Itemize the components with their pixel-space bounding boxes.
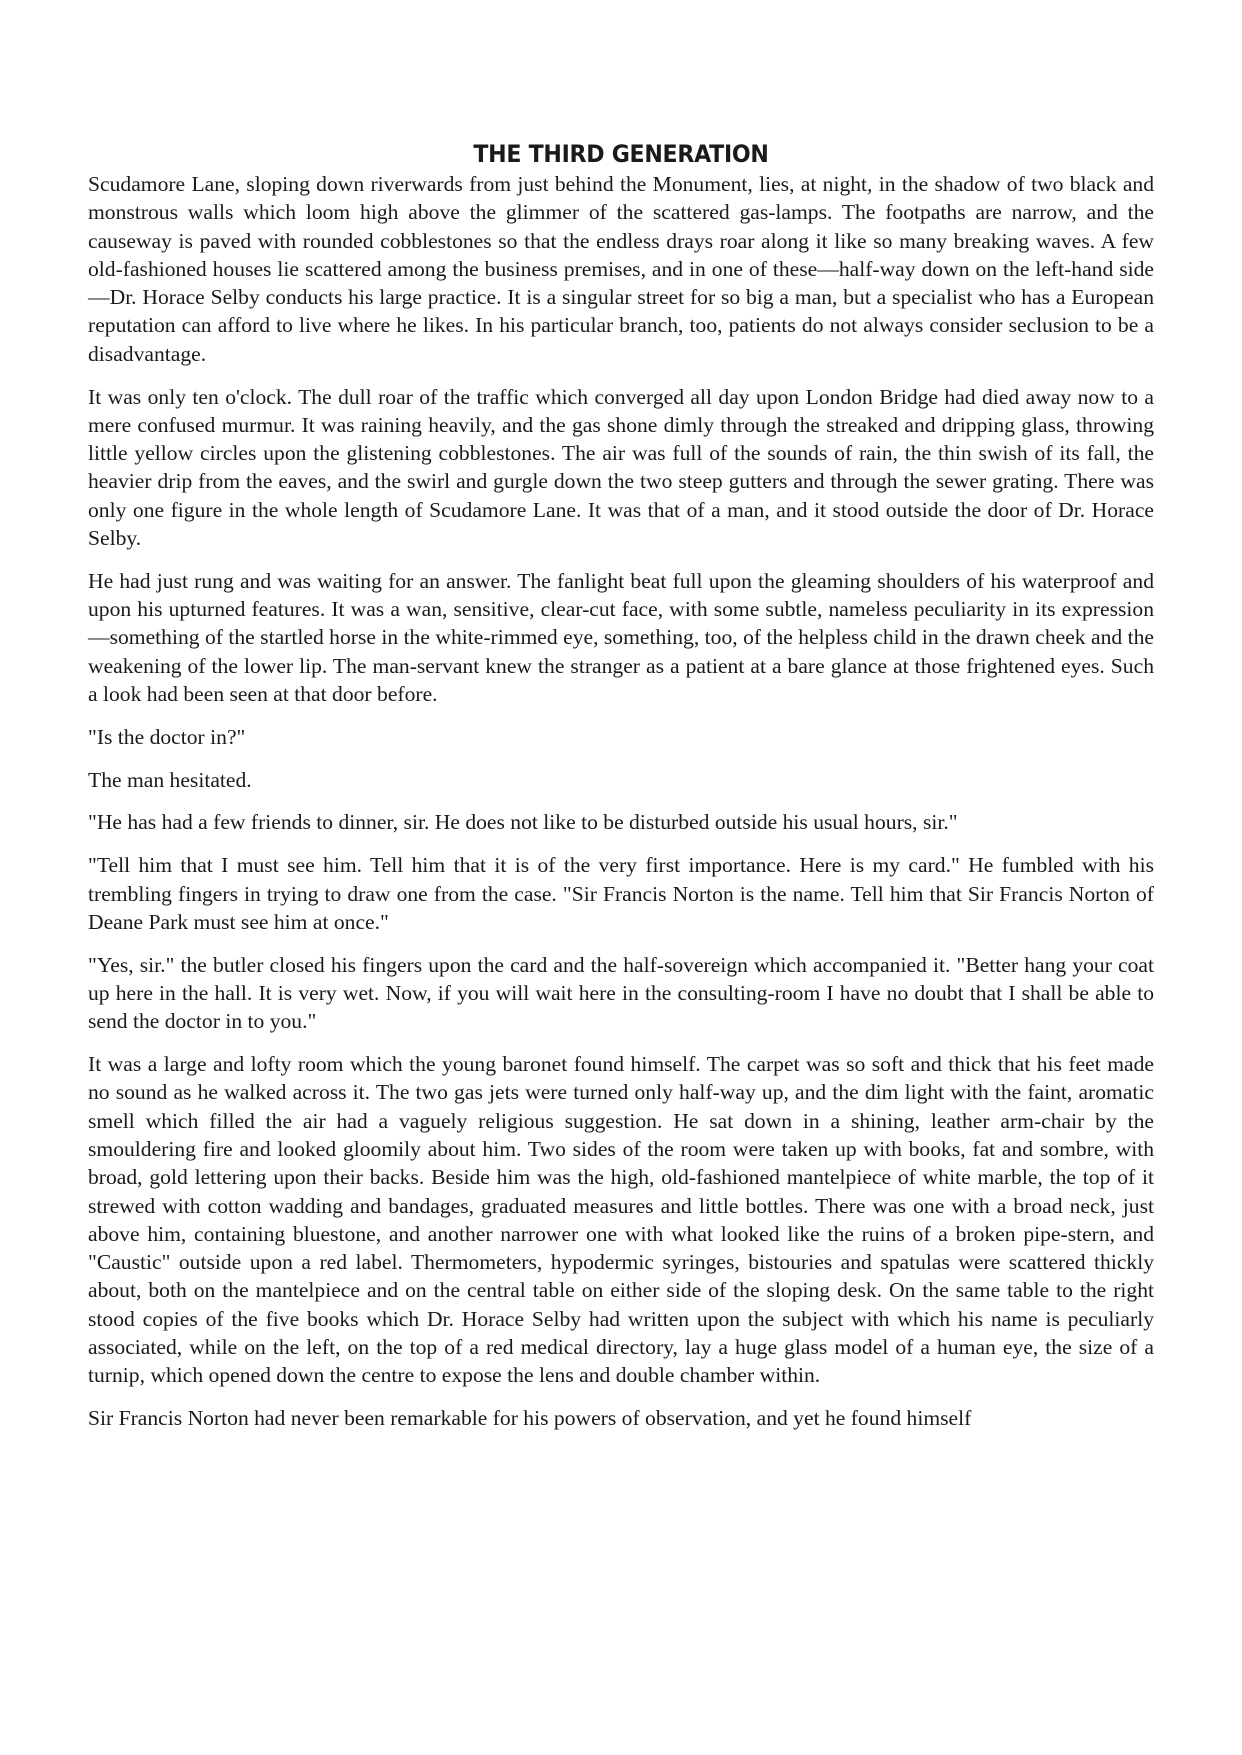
story-title: THE THIRD GENERATION: [473, 140, 769, 168]
paragraph: "Tell him that I must see him. Tell him that it is of the very first importance. Here is my card." He fumbled with his trembling fingers in trying to draw one from the case. "Sir Francis Norton is the name. Tell him that Sir Francis Norton of Deane Park must see him at once.": [88, 853, 1154, 934]
document-page: [88, 138, 1154, 1447]
paragraph: He had just rung and was waiting for an answer. The fanlight beat full upon the gleaming shoulders of his waterproof and upon his upturned features. It was a wan, sensitive, clear-cut face, with some subtle, nameless peculiarity in its expression—something of the startled horse in the white-rimmed eye, something, too, of the helpless child in the drawn cheek and the weakening of the lower lip. The man-servant knew the stranger as a patient at a bare glance at those frightened eyes. Such a look had been seen at that door before.: [88, 568, 1154, 707]
paragraph: "Is the doctor in?": [88, 724, 246, 749]
paragraph-continued: Sir Francis Norton had never been remarkable for his powers of observation, and yet he found himself: [88, 1406, 972, 1431]
paragraph: "He has had a few friends to dinner, sir. He does not like to be disturbed outside his usual hours, sir.": [88, 810, 958, 835]
paragraph: "Yes, sir." the butler closed his fingers upon the card and the half-sovereign which accompanied it. "Better hang your coat up here in the hall. It is very wet. Now, if you will wait here in the consulting-room I have no doubt that I shall be able to send the doctor in to you.": [88, 952, 1154, 1034]
paragraph: It was only ten o'clock. The dull roar of the traffic which converged all day upon London Bridge had died away now to a mere confused murmur. It was raining heavily, and the gas shone dimly through the streaked and dripping glass, throwing little yellow circles upon the glistening cobblestones. The air was full of the sounds of rain, the thin swish of its fall, the heavier drip from the eaves, and the swirl and gurgle down the two steep gutters and through the sewer grating. There was only one figure in the whole length of Scudamore Lane. It was that of a man, and it stood outside the door of Dr. Horace Selby.: [88, 384, 1154, 551]
paragraph: It was a large and lofty room which the young baronet found himself. The carpet was so soft and thick that his feet made no sound as he walked across it. The two gas jets were turned only half-way up, and the dim light with the faint, aromatic smell which filled the air had a vaguely religious suggestion. He sat down in a shining, leather arm-chair by the smouldering fire and looked gloomily about him. Two sides of the room were taken up with books, fat and sombre, with broad, gold lettering upon their backs. Beside him was the high, old-fashioned mantelpiece of white marble, the top of it strewed with cotton wadding and bandages, graduated measures and little bottles. There was one with a broad neck, just above him, containing bluestone, and another narrower one with what looked like the ruins of a broken pipe-stern, and "Caustic" outside upon a red label. Thermometers, hypodermic syringes, bistouries and spatulas were scattered thickly about, both on the mantelpiece and on the central table on either side of the sloping desk. On the same table to the right stood copies of the five books which Dr. Horace Selby had written upon the subject with which his name is peculiarly associated, while on the left, on the top of a red medical directory, lay a huge glass model of a human eye, the size of a turnip, which opened down the centre to expose the lens and double chamber within.: [88, 1052, 1154, 1388]
paragraph: Scudamore Lane, sloping down riverwards from just behind the Monument, lies, at night, in the shadow of two black and monstrous walls which loom high above the glimmer of the scattered gas-lamps. The footpaths are narrow, and the causeway is paved with rounded cobblestones so that the endless drays roar along it like so many breaking waves. A few old-fashioned houses lie scattered among the business premises, and in one of these—half-way down on the left-hand side—Dr. Horace Selby conducts his large practice. It is a singular street for so big a man, but a specialist who has a European reputation can afford to live where he likes. In his particular branch, too, patients do not always consider seclusion to be a disadvantage.: [88, 172, 1154, 366]
paragraph: The man hesitated.: [88, 767, 252, 792]
